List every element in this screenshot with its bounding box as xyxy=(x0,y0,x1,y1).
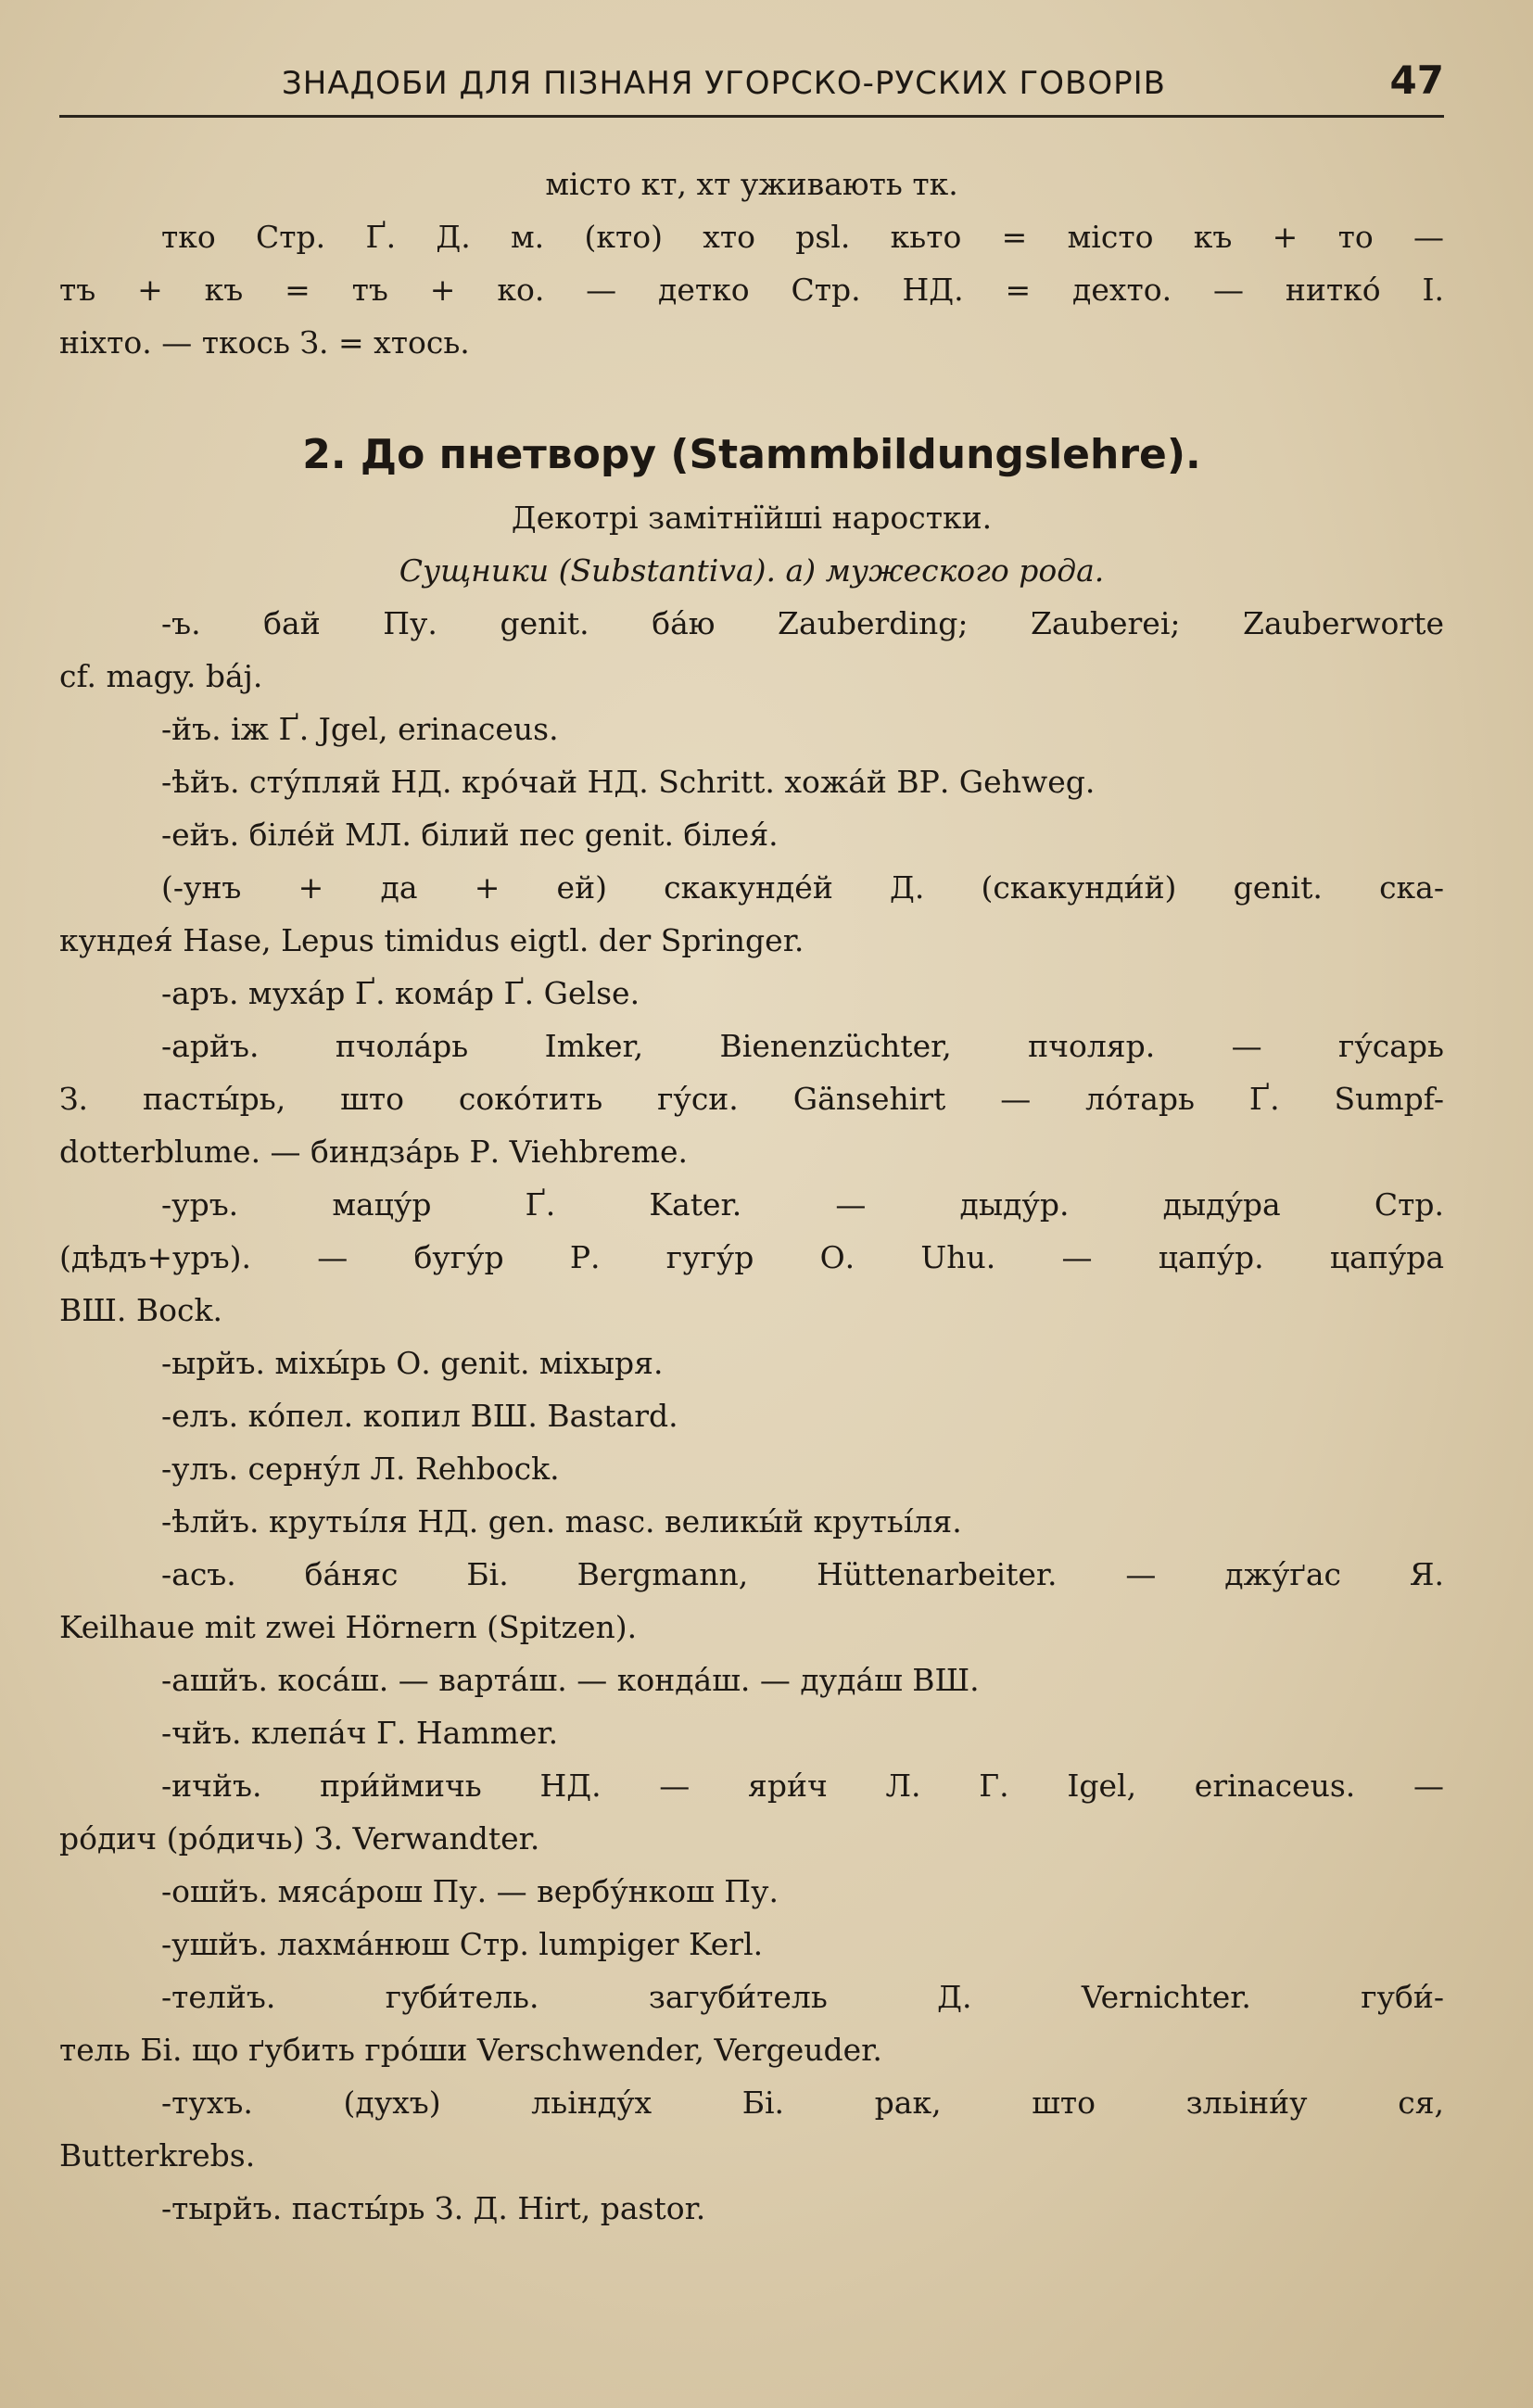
entry-line: -тухъ. (духъ) льінду́х Бі. рак, што зльіни́у ся, xyxy=(161,2085,1444,2121)
intro-line: місто кт, хт уживають тк. xyxy=(545,166,958,202)
entry-line: -ѣйъ. сту́пляй НД. кро́чай НД. Schritt. хожа́й ВР. Gehweg. xyxy=(161,764,1096,800)
entry-line: -ырйъ. міхы́рь О. genit. міхыря. xyxy=(161,1345,664,1381)
entry-line: -уръ. мацу́р Ґ. Kater. — дыду́р. дыду́ра Стр. xyxy=(161,1186,1444,1223)
entry-line: З. пасты́рь, што соко́тить гу́си. Gänsehirt — ло́тарь Ґ. Sumpf- xyxy=(59,1081,1444,1117)
entry-line: -ашйъ. коса́ш. — варта́ш. — конда́ш. — дуда́ш ВШ. xyxy=(161,1662,980,1698)
page-header xyxy=(59,48,1444,118)
entry-line: -ушйъ. лахма́нюш Стр. lumpiger Kerl. xyxy=(161,1926,764,1962)
entry-line: кундея́ Hase, Lepus timidus eigtl. der Springer. xyxy=(59,922,805,958)
entry-line: -ошйъ. мяса́рош Пу. — вербу́нкош Пу. xyxy=(161,1873,779,1909)
entry-line: -арйъ. пчола́рь Imker, Bienenzüchter, пчоляр. — гу́сарь xyxy=(161,1028,1444,1064)
entry-line: -тырйъ. пасты́рь З. Д. Hirt, pastor. xyxy=(161,2190,706,2226)
entry-line: -чйъ. клепа́ч Г. Hammer. xyxy=(161,1715,559,1751)
section-subheading: Декотрі замітнїйші наростки. xyxy=(511,500,993,536)
entry-line: -телйъ. губи́тель. загуби́тель Д. Vernichter. губи́- xyxy=(161,1979,1444,2015)
entry-line: cf. magy. báj. xyxy=(59,658,263,694)
entry-line: -елъ. ко́пел. копил ВШ. Bastard. xyxy=(161,1398,678,1434)
intro-line: ніхто. — ткось З. = хтось. xyxy=(59,324,470,361)
entry-line: -ъ. бай Пу. genit. ба́ю Zauberding; Zauberei; Zauberworte xyxy=(161,605,1444,641)
entry-line: -ейъ. біле́й МЛ. білий пес genit. білея́. xyxy=(161,817,779,853)
running-title: ЗНАДОБИ ДЛЯ ПІЗНАНЯ УГОРСКО-РУСКИХ ГОВОРІВ xyxy=(282,65,1166,102)
page-body xyxy=(59,158,1444,2235)
entry-line: -асъ. ба́няс Бі. Bergmann, Hüttenarbeiter. — джу́ґас Я. xyxy=(161,1556,1444,1592)
entry-line: -аръ. муха́р Ґ. кома́р Ґ. Gelse. xyxy=(161,975,640,1011)
section-subsubheading: Сущники (Substantiva). а) мужеского рода. xyxy=(399,552,1105,589)
entry-line: (-унъ + да + ей) скакунде́й Д. (скакунди́й) genit. ска- xyxy=(161,869,1444,906)
page-number: 47 xyxy=(1389,57,1444,103)
entry-line: (дѣдъ+уръ). — бугу́р Р. гугу́р О. Uhu. — цапу́р. цапу́ра xyxy=(59,1239,1444,1275)
entry-line: Keilhaue mit zwei Hörnern (Spitzen). xyxy=(59,1609,638,1645)
entry-line: ро́дич (ро́дичь) З. Verwandter. xyxy=(59,1820,540,1857)
entry-line: -йъ. іж Ґ. Jgel, erinaceus. xyxy=(161,711,559,747)
entry-line: -ѣлйъ. крутьі́ля НД. gen. masc. великы́й крутьі́ля. xyxy=(161,1503,962,1540)
intro-line: тъ + къ = тъ + ко. — детко Стр. НД. = дехто. — нитко́ І. xyxy=(59,272,1444,308)
intro-line: тко Стр. Ґ. Д. м. (кто) хто psl. кьто = місто къ + то — xyxy=(161,219,1444,255)
entry-line: тель Бі. що ґубить гро́ши Verschwender, Vergeuder. xyxy=(59,2032,882,2068)
entry-line: -улъ. серну́л Л. Rehbock. xyxy=(161,1451,560,1487)
entry-line: ВШ. Bock. xyxy=(59,1292,222,1328)
entry-line: Butterkrebs. xyxy=(59,2137,256,2174)
section-heading: 2. До пнетвору (Stammbildungslehre). xyxy=(302,431,1201,478)
entry-line: dotterblume. — биндза́рь Р. Viehbreme. xyxy=(59,1134,688,1170)
entry-line: -ичйъ. при́ймичь НД. — яри́ч Л. Г. Igel, erinaceus. — xyxy=(161,1768,1444,1804)
